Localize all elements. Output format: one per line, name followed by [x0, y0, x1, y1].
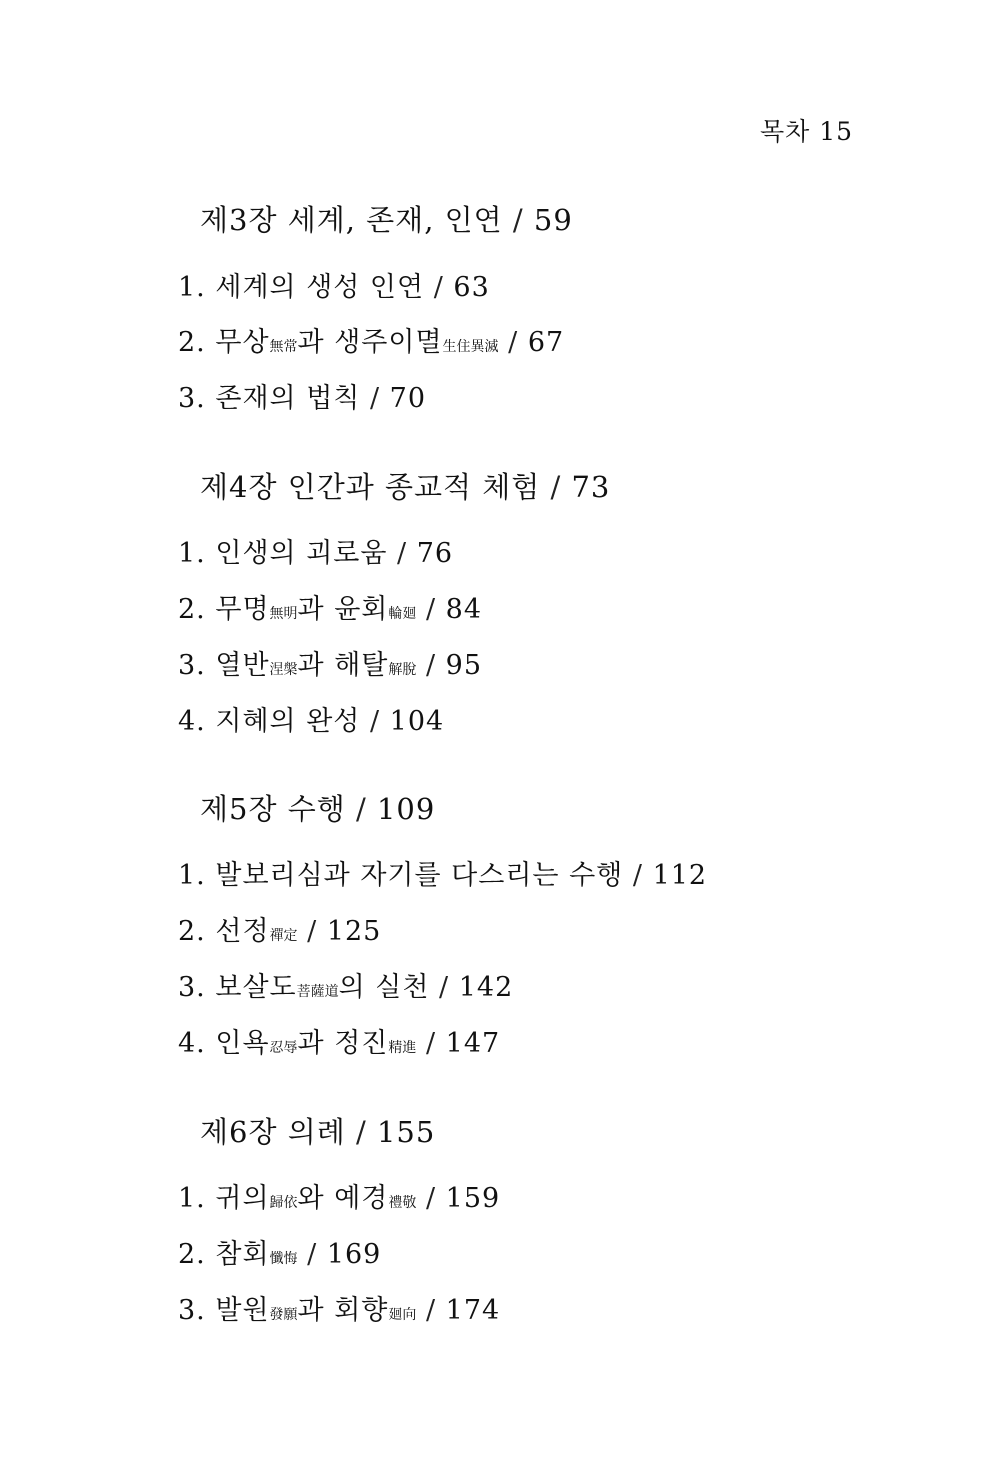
entry-hanja: 解脫	[388, 662, 417, 678]
entry-number: 1.	[178, 272, 206, 303]
running-header: 목차 15	[760, 117, 854, 146]
separator: /	[397, 538, 408, 569]
chapter-title: 제3장 세계, 존재, 인연	[200, 203, 503, 237]
chapter-page-number: 109	[376, 792, 436, 826]
entry-number: 3.	[178, 650, 206, 681]
entry-page-number: 76	[416, 538, 454, 569]
entry-title: 의 실천	[338, 972, 430, 1003]
separator: /	[433, 272, 444, 303]
entry-title: 열반	[215, 650, 270, 681]
toc-entry	[178, 853, 707, 892]
entry-page-number: 159	[445, 1183, 501, 1214]
entry-number: 2.	[178, 594, 206, 625]
entry-title: 세계의 생성 인연	[215, 272, 425, 303]
separator: /	[508, 327, 519, 358]
toc-entry	[178, 965, 513, 1004]
entry-title: 보살도	[215, 972, 297, 1003]
entry-hanja: 無常	[269, 339, 298, 355]
entry-title: 과 정진	[297, 1028, 389, 1059]
toc-entry	[178, 531, 453, 570]
entry-hanja: 菩薩道	[296, 984, 339, 1000]
entry-hanja: 廻向	[388, 1307, 417, 1323]
chapter-heading	[200, 465, 610, 506]
toc-entry	[178, 1232, 381, 1271]
entry-hanja: 精進	[388, 1040, 417, 1056]
entry-page-number: 147	[445, 1028, 501, 1059]
toc-entry	[178, 265, 490, 304]
chapter-title: 제5장 수행	[200, 792, 346, 826]
entry-number: 2.	[178, 916, 206, 947]
entry-title: 무명	[215, 594, 270, 625]
entry-page-number: 125	[326, 916, 382, 947]
entry-page-number: 142	[458, 972, 514, 1003]
chapter-page-number: 155	[376, 1115, 436, 1149]
entry-page-number: 95	[445, 650, 483, 681]
entry-title: 발보리심과 자기를 다스리는 수행	[215, 860, 624, 891]
separator: /	[425, 1295, 437, 1326]
entry-page-number: 63	[453, 272, 490, 303]
entry-title: 존재의 법칙	[215, 383, 361, 414]
entry-title: 과 생주이멸	[297, 327, 443, 358]
toc-entry	[178, 1176, 500, 1215]
entry-page-number: 169	[326, 1239, 382, 1270]
separator: /	[425, 1028, 437, 1059]
entry-hanja: 忍辱	[269, 1040, 298, 1056]
entry-hanja: 禪定	[269, 928, 298, 944]
separator: /	[307, 1239, 318, 1270]
separator: /	[425, 594, 437, 625]
entry-title: 무상	[215, 327, 270, 358]
entry-hanja: 歸依	[269, 1195, 298, 1211]
entry-title: 발원	[215, 1295, 270, 1326]
entry-hanja: 生住異滅	[442, 339, 499, 355]
separator: /	[512, 203, 524, 237]
entry-number: 4.	[178, 1028, 206, 1059]
toc-entry	[178, 909, 381, 948]
separator: /	[425, 1183, 437, 1214]
entry-title: 과 회향	[297, 1295, 389, 1326]
entry-title: 과 해탈	[297, 650, 389, 681]
toc-entry	[178, 643, 482, 682]
entry-page-number: 84	[445, 594, 483, 625]
entry-page-number: 112	[652, 860, 708, 891]
entry-hanja: 輪廻	[388, 606, 417, 622]
chapter-page-number: 73	[571, 470, 611, 504]
entry-title: 와 예경	[297, 1183, 389, 1214]
entry-number: 1.	[178, 538, 206, 569]
entry-title: 과 윤회	[297, 594, 389, 625]
entry-number: 3.	[178, 1295, 206, 1326]
entry-hanja: 禮敬	[388, 1195, 417, 1211]
entry-number: 1.	[178, 1183, 206, 1214]
entry-page-number: 174	[445, 1295, 501, 1326]
entry-number: 1.	[178, 860, 206, 891]
entry-title: 지혜의 완성	[215, 706, 361, 737]
separator: /	[369, 706, 381, 737]
chapter-heading	[200, 787, 435, 828]
chapter-heading	[200, 198, 573, 239]
entry-number: 4.	[178, 706, 206, 737]
entry-number: 2.	[178, 1239, 206, 1270]
chapter-heading	[200, 1110, 435, 1151]
toc-entry	[178, 376, 426, 415]
entry-title: 인욕	[215, 1028, 270, 1059]
toc-entry	[178, 587, 482, 626]
entry-number: 3.	[178, 972, 206, 1003]
entry-page-number: 70	[389, 383, 427, 414]
separator: /	[439, 972, 450, 1003]
separator: /	[307, 916, 318, 947]
separator: /	[632, 860, 643, 891]
toc-entry	[178, 1021, 500, 1060]
toc-entry	[178, 320, 564, 359]
entry-hanja: 懺悔	[269, 1251, 298, 1267]
toc-entry	[178, 1288, 500, 1327]
entry-hanja: 無明	[269, 606, 298, 622]
toc-entry	[178, 699, 444, 738]
entry-title: 귀의	[215, 1183, 270, 1214]
entry-page-number: 104	[389, 706, 445, 737]
entry-title: 선정	[215, 916, 270, 947]
chapter-title: 제6장 의례	[200, 1115, 346, 1149]
separator: /	[355, 792, 367, 826]
entry-title: 참회	[215, 1239, 270, 1270]
separator: /	[550, 470, 562, 504]
entry-page-number: 67	[527, 327, 565, 358]
entry-number: 3.	[178, 383, 206, 414]
chapter-page-number: 59	[533, 203, 573, 237]
entry-number: 2.	[178, 327, 206, 358]
entry-hanja: 涅槃	[269, 662, 298, 678]
separator: /	[369, 383, 381, 414]
separator: /	[425, 650, 437, 681]
entry-title: 인생의 괴로움	[215, 538, 388, 569]
chapter-title: 제4장 인간과 종교적 체험	[200, 470, 541, 504]
separator: /	[355, 1115, 367, 1149]
entry-hanja: 發願	[269, 1307, 298, 1323]
